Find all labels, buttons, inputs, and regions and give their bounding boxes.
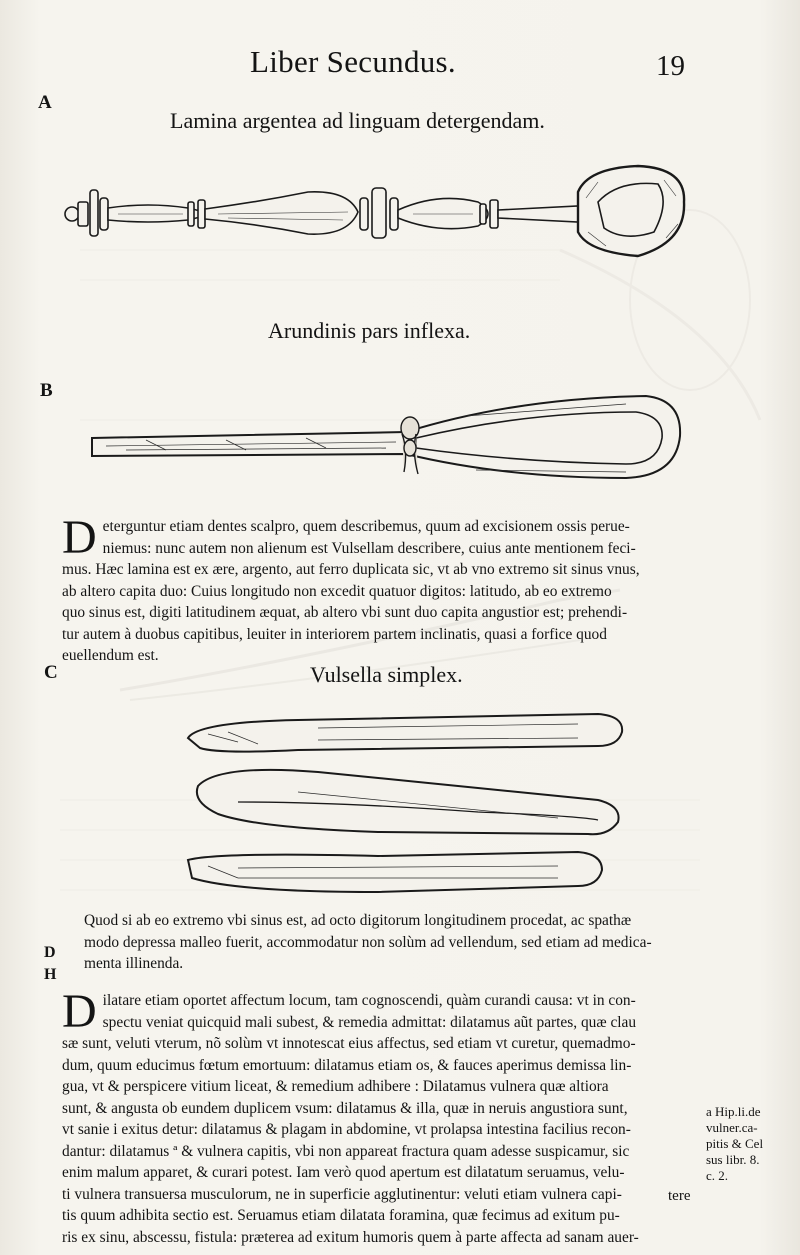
margin-note-line: pitis & Cel — [706, 1136, 764, 1151]
paragraph-3-line: gua, vt & perspicere vitium liceat, & remedium adhibere : Dilatamus vulnera quæ altiora — [62, 1078, 609, 1095]
paragraph-2-line: Quod si ab eo extremo vbi sinus est, ad octo digitorum longitudinem procedat, ac spathæ — [84, 912, 632, 929]
marker-a: A — [38, 92, 52, 113]
margin-note — [706, 1104, 798, 1184]
marker-d: D — [44, 944, 56, 961]
paragraph-3-line: ti vulnera transuersa musculorum, ne in superficie agglutinentur: veluti etiam vulnera capi- — [62, 1185, 622, 1203]
paragraph-1-line: tur autem à duobus capitibus, leuiter in interiorem partem inclinatis, quasi a forfice quod — [62, 625, 607, 643]
marker-c: C — [44, 662, 58, 683]
margin-note-line: vulner.ca- — [706, 1120, 758, 1135]
tweezers-illustration — [178, 702, 638, 902]
paragraph-1-line: eterguntur etiam dentes scalpro, quem describemus, quum ad excisionem ossis perue- — [102, 518, 630, 535]
paragraph-3-line: dantur: dilatamus ª & vulnera capitis, vbi non appareat fractura quam adesse suspicamur, sic — [62, 1142, 630, 1160]
figure-1-caption: Lamina argentea ad linguam detergendam. — [170, 108, 545, 133]
paragraph-3-line: enim malum apparet, & curari potest. Iam verò quod apertum est dilatatum seruamus, velu- — [62, 1164, 625, 1181]
paragraph-1-line: niemus: nunc autem non alienum est Vulsellam describere, cuius ante mentionem feci- — [102, 539, 636, 557]
paragraph-3-line: tis quum adhibita sectio est. Seruamus etiam dilatata foramina, quæ fecimus ad exitum pu- — [62, 1207, 620, 1224]
paragraph-1-dropcap: D — [62, 511, 97, 564]
margin-note-line: sus libr. 8. — [706, 1152, 760, 1167]
running-title: Liber Secundus. — [250, 44, 456, 79]
paragraph-3-line: ris ex sinu, abscessu, fistula: præterea ad exitum humoris quem à parte affecta ad sanam auer- — [62, 1228, 639, 1246]
margin-note-line: c. 2. — [706, 1168, 729, 1183]
paragraph-3-line: spectu veniat quicquid mali subest, & remedia admittat: dilatamus aũt partes, quæ clau — [102, 1013, 637, 1031]
margin-note-line: a Hip.li.de — [706, 1104, 761, 1119]
paragraph-3-line: sæ sunt, veluti vterum, nõ solùm vt innotescat eius affectus, sed etiam vt curetur, quemadmo- — [62, 1035, 636, 1052]
paragraph-3-line: sunt, & angusta ob eundem duplicem vsum: dilatamus & illa, quæ in neruis angustiora sunt, — [62, 1099, 628, 1117]
figure-2-caption: Arundinis pars inflexa. — [268, 318, 471, 343]
paragraph-2-line: menta illinenda. — [84, 955, 184, 972]
paragraph-1-line: mus. Hæc lamina est ex ære, argento, aut ferro duplicata sic, vt ab vno extremo sit sinus vnus, — [62, 561, 640, 578]
paragraph-1-line: quo sinus est, digiti latitudinem æquat, ab altero vbi sunt duo capita angustior est; prehendi- — [62, 604, 628, 621]
paragraph-2-line: modo depressa malleo fuerit, accommodatur non solùm ad vellendum, sed etiam ad medica- — [84, 933, 652, 951]
catchword: tere — [668, 1188, 691, 1204]
paragraph-3-dropcap: D — [62, 985, 97, 1038]
paragraph-1-line: ab altero capita duo: Cuius longitudo non excedit quatuor digitos: latitudo, ab eo extremo — [62, 582, 612, 600]
paragraph-2 — [84, 910, 696, 975]
paragraph-3-line: ilatare etiam oportet affectum locum, tam cognoscendi, quàm curandi causa: vt in con- — [102, 992, 636, 1009]
silver-tongue-scraper-illustration — [58, 162, 698, 262]
marker-b: B — [40, 380, 53, 401]
paragraph-3-line: dum, quum educimus fœtum emortuum: dilatamus etiam os, & fauces aperimus demissa lin- — [62, 1056, 632, 1074]
page-number: 19 — [656, 50, 685, 82]
figure-3-caption: Vulsella simplex. — [310, 662, 463, 687]
paragraph-3-line: vt sanie i exitus detur: dilatamus & plagam in abdomine, vt prolapsa intestina facilius recon- — [62, 1121, 631, 1138]
marker-h: H — [44, 966, 57, 983]
bent-reed-illustration — [86, 390, 686, 490]
paragraph-3 — [62, 985, 698, 1248]
paragraph-1 — [62, 511, 696, 667]
paragraph-1-line: euellendum est. — [62, 647, 159, 664]
